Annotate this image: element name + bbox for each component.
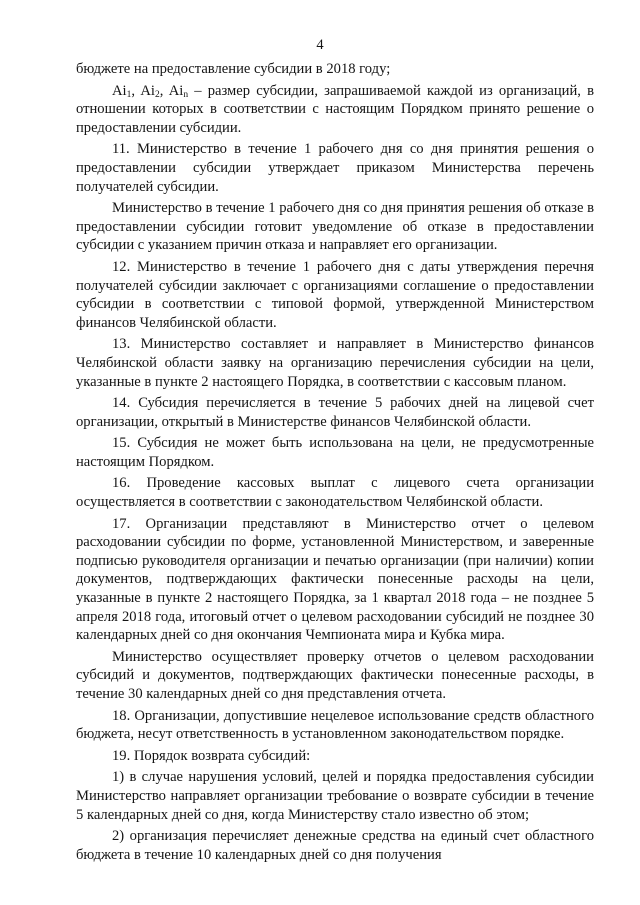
paragraph-report-check: Министерство осуществляет проверку отчетов о целевом расходовании субсидий и документов, подтверждающих фактически понесенные расходы, в течение 30 календарных дней со дня представления отчета. xyxy=(76,648,594,702)
ai-symbol: Ai xyxy=(112,82,127,99)
paragraph-item-19-1: 1) в случае нарушения условий, целей и порядка предоставления субсидии Министерство направляет организации требование о возврате субсидии в течение 5 календарных дней со дня, когда Министерству стало известно об этом; xyxy=(76,769,594,823)
paragraph-item-19: 19. Порядок возврата субсидий: xyxy=(112,747,311,764)
paragraph-item-11: 11. Министерство в течение 1 рабочего дня со дня принятия решения о предоставлении субсидии утверждает приказом Министерства перечень получателей субсидии. xyxy=(76,141,594,195)
paragraph-item-13: 13. Министерство составляет и направляет в Министерство финансов Челябинской области заявку на организацию перечисления субсидии на цели, указанные в пункте 2 настоящего Порядка, в соответствии с кассовым планом. xyxy=(76,336,594,390)
paragraph-ai-definition: $Ai_1$, $Ai_2$, $Ai_n$ – размер субсидии, запрашиваемой каждой из организаций, в отношении которых в соответствии с настоящим Порядком принято решение о предоставлении субсидии. xyxy=(76,82,594,136)
paragraph-item-16: 16. Проведение кассовых выплат с лицевого счета организации осуществляется в соответствии с законодательством Челябинской области. xyxy=(76,475,594,511)
paragraph-item-19-2: 2) организация перечисляет денежные средства на единый счет областного бюджета в течение 10 календарных дней со дня получения xyxy=(76,828,594,863)
page-number: 4 xyxy=(316,37,324,53)
document-body xyxy=(76,60,594,867)
paragraph-item-18: 18. Организации, допустившие нецелевое использование средств областного бюджета, несут ответственность в установленном законодательством порядке. xyxy=(76,707,594,743)
paragraph-item-17: 17. Организации представляют в Министерство отчет о целевом расходовании субсидии по форме, установленной Министерством, и заверенные подписью руководителя организации и печатью организации (при наличии) копии документов, подтверждающих фактически понесенные расходы на цели, указанные в пункте 2 настоящего Порядка, за 1 квартал 2018 года – не позднее 5 апреля 2018 года, итоговый отчет о целевом расходовании субсидий не позднее 30 календарных дней со дня окончания Чемпионата мира и Кубка мира. xyxy=(76,515,594,644)
ai-definition-text: – размер субсидии, запрашиваемой каждой из организаций, в отношении которых в соответствии с настоящим Порядком принято решение о предоставлении субсидии. xyxy=(76,82,594,136)
ai-symbol: Ai xyxy=(140,82,155,99)
ai-subscript: 1 xyxy=(126,89,132,100)
paragraph-item-14: 14. Субсидия перечисляется в течение 5 рабочих дней на лицевой счет организации, открытый в Министерстве финансов Челябинской области. xyxy=(76,395,594,430)
paragraph-refusal-notice: Министерство в течение 1 рабочего дня со дня принятия решения об отказе в предоставлении субсидии готовит уведомление об отказе в предоставлении субсидии с указанием причин отказа и направляет его организации. xyxy=(76,200,594,254)
ai-symbol: Ai xyxy=(168,82,184,99)
ai-subscript: 2 xyxy=(154,89,160,100)
ai-subscript: n xyxy=(183,89,189,100)
paragraph-item-15: 15. Субсидия не может быть использована на цели, не предусмотренные настоящим Порядком. xyxy=(76,435,594,470)
paragraph-item-12: 12. Министерство в течение 1 рабочего дня с даты утверждения перечня получателей субсидии заключает с организациями соглашение о предоставлении субсидии в соответствии с типовой формой, утвержденной Министерством финансов Челябинской области. xyxy=(76,258,594,331)
paragraph-continuation: бюджете на предоставление субсидии в 2018 году; xyxy=(76,61,391,77)
